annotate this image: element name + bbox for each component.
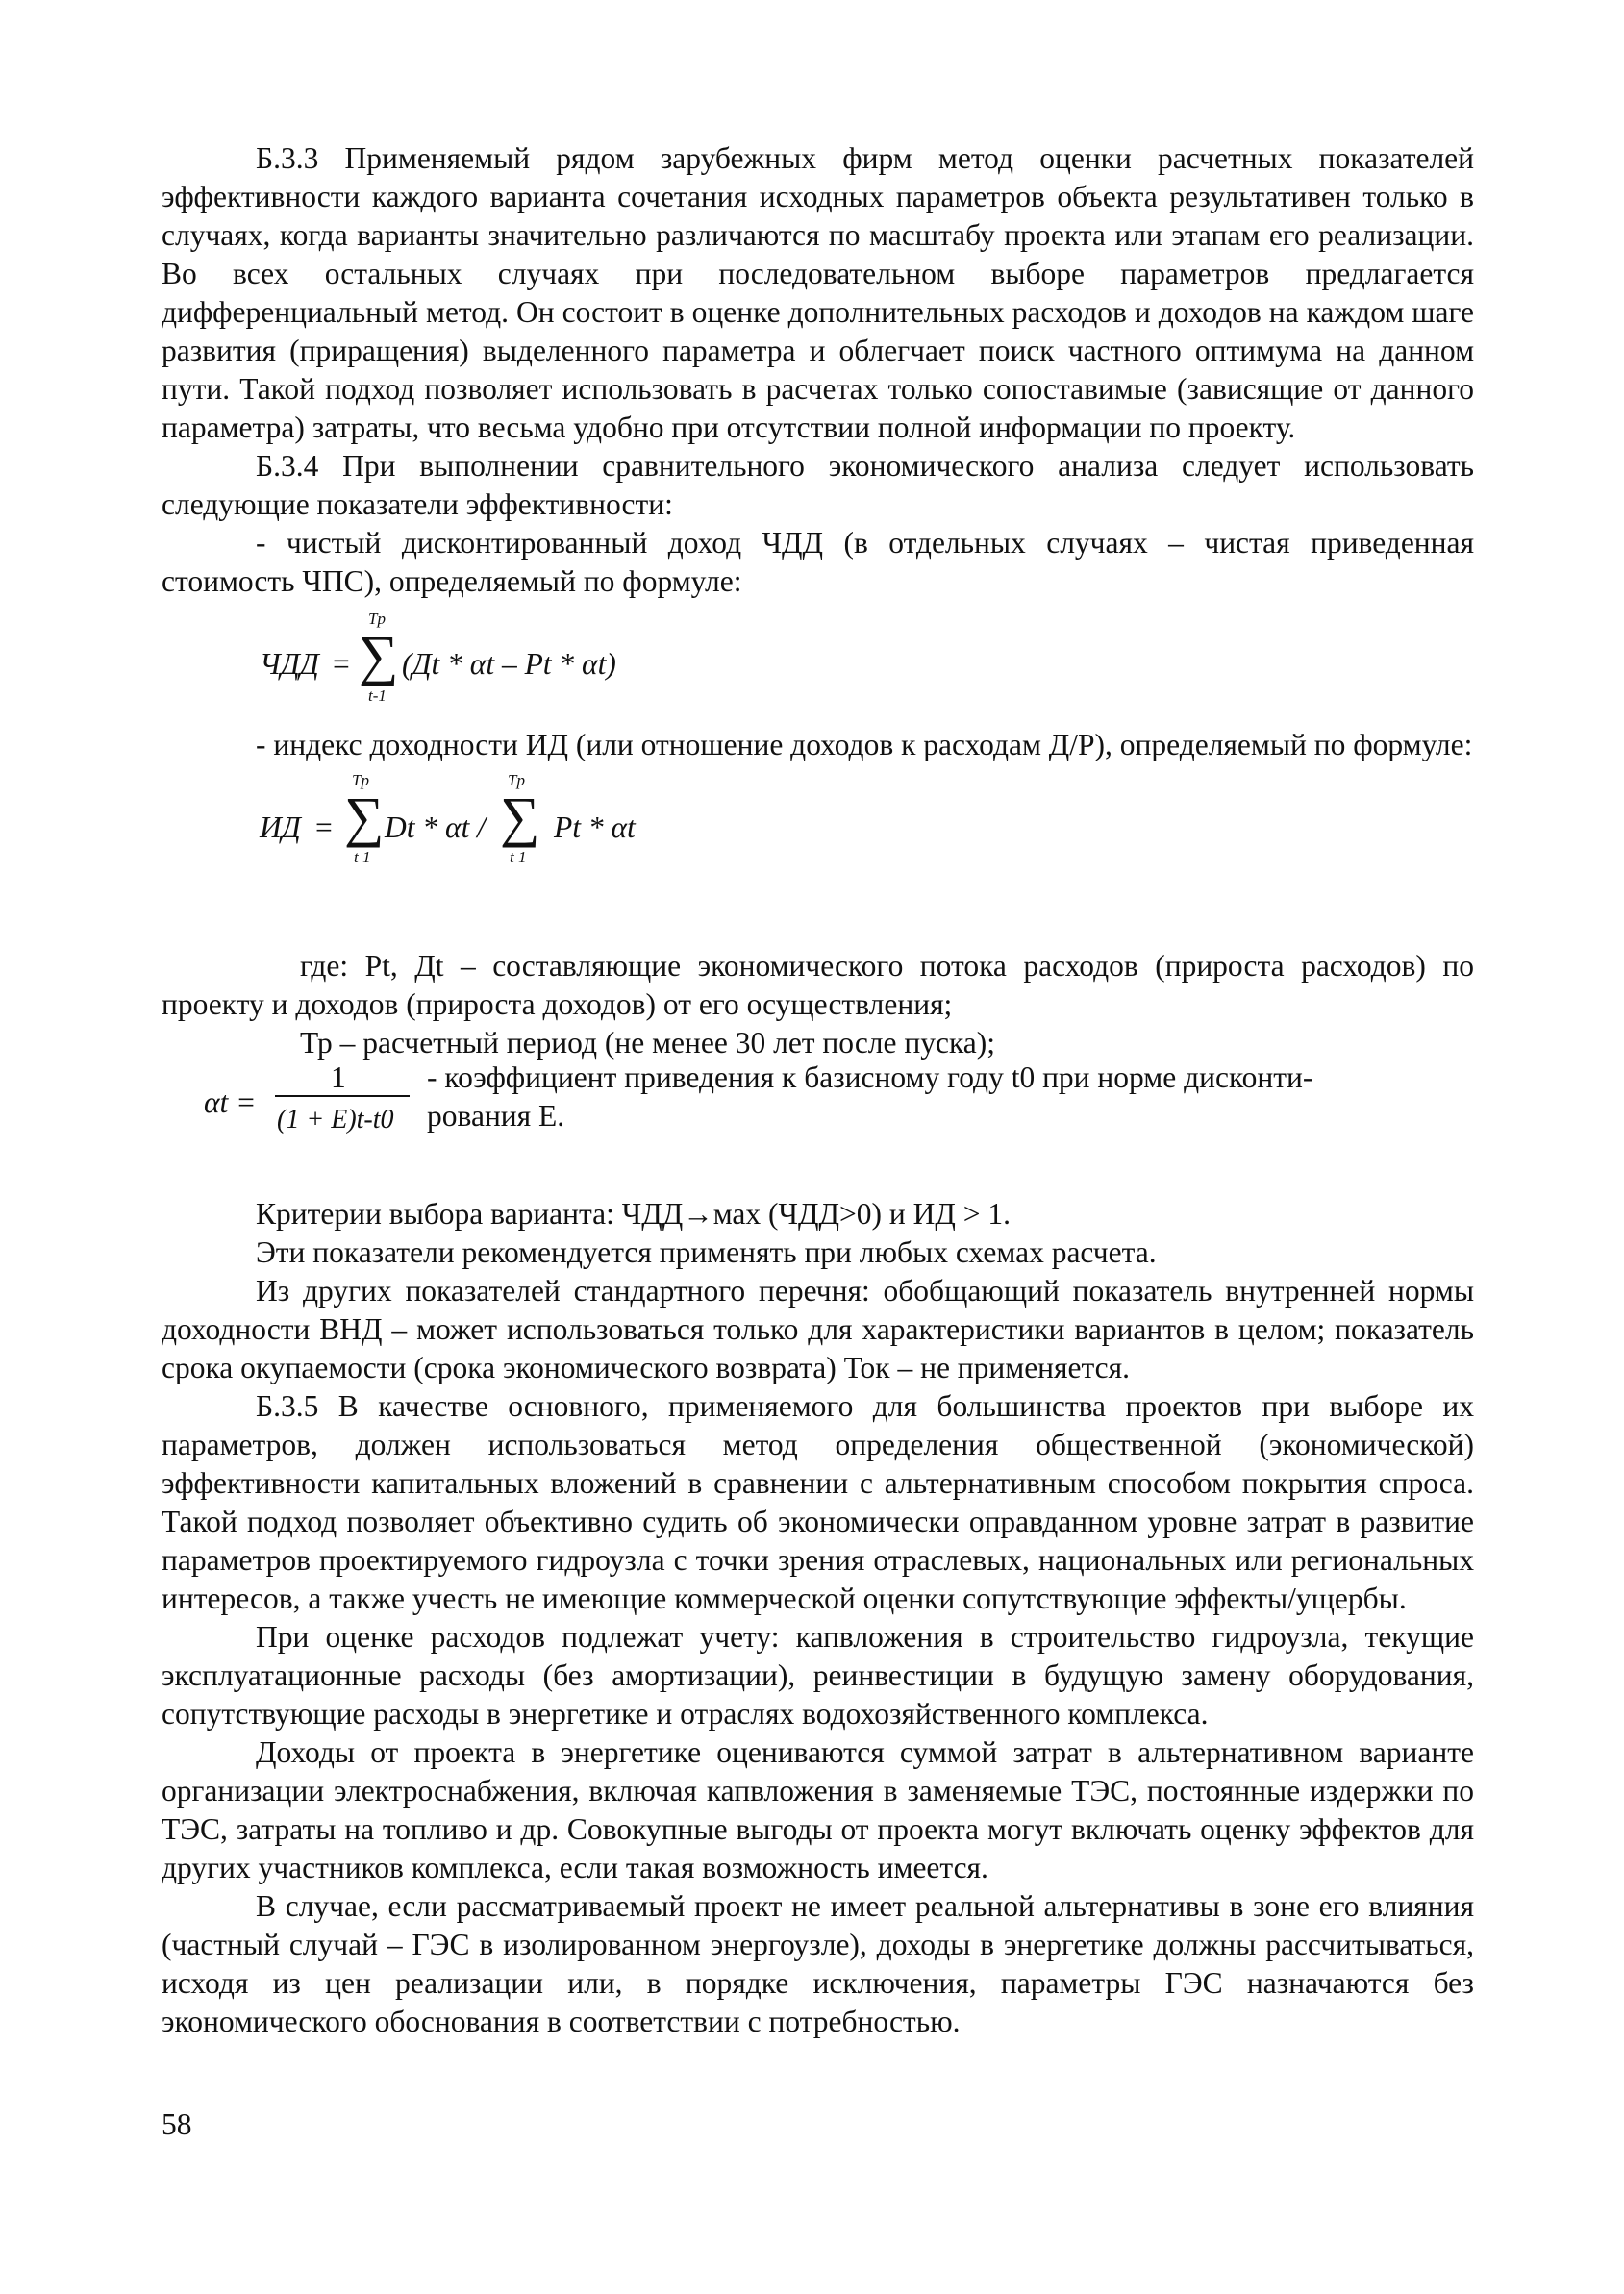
formula-chdd-sum-bottom: t-1 [368, 686, 387, 705]
sigma-icon: ∑ [500, 785, 540, 848]
paragraph-b35: Б.3.5 В качестве основного, применяемого для большинства проектов при выборе их параметров, должен использоваться метод определения общественной (экономической) эффективности капитальных вложений в сравнении с альтернативным способом покрытия спроса. Такой подход позволяет объективно судить об экономически оправданном уровне затрат в развитие параметров проектируемого гидроузла с точки зрения отраслевых, национальных или региональных интересов, а также учесть не имеющие коммерческой оценки сопутствующие эффекты/ущербы. [162, 1389, 1474, 1615]
fraction-bar [275, 1095, 410, 1097]
formula-id-eq: = [315, 810, 333, 844]
formula-id-sum1-top: Tp [352, 771, 369, 789]
paragraph-b34: Б.3.4 При выполнении сравнительного экономического анализа следует использовать следующие показатели эффективности: [162, 449, 1474, 521]
paragraph-b33: Б.3.3 Применяемый рядом зарубежных фирм метод оценки расчетных показателей эффективности каждого варианта сочетания исходных параметров объекта результативен только в случаях, когда варианты значительно различаются по масштабу проекта или этапам его реализации. Во всех остальных случаях при последовательном выборе параметров предлагается дифференциальный метод. Он состоит в оценке дополнительных расходов и доходов на каждом шаге развития (приращения) выделенного параметра и облегчает поиск частного оптимума на данном пути. Такой подход позволяет использовать в расчетах только сопоставимые (зависящие от данного параметра) затраты, что весьма удобно при отсутствии полной информации по проекту. [162, 141, 1474, 444]
paragraph-other-indicators: Из других показателей стандартного перечня: обобщающий показатель внутренней нормы доходности ВНД – может использоваться только для характеристики вариантов в целом; показатель срока окупаемости (срока экономического возврата) Ток – не применяется. [162, 1274, 1474, 1384]
formula-id-sum2-top: Tp [508, 771, 525, 789]
paragraph-id-intro: - индекс доходности ИД (или отношение доходов к расходам Д/Р), определяемый по формуле: [256, 728, 1473, 761]
paragraph-no-alternative: В случае, если рассматриваемый проект не имеет реальной альтернативы в зоне его влияния (частный случай – ГЭС в изолированном энергоузле), доходы в энергетике должны рассчитываться, исходя из цен реализации или, в порядке исключения, параметры ГЭС назначаются без экономического обоснования в соответствии с потребностью. [162, 1889, 1474, 2038]
formula-chdd [162, 601, 1474, 726]
paragraph-revenues: Доходы от проекта в энергетике оцениваются суммой затрат в альтернативном варианте организации электроснабжения, включая капвложения в заменяемые ТЭС, постоянные издержки по ТЭС, затраты на топливо и др. Совокупные выгоды от проекта могут включать оценку эффектов для других участников комплекса, если такая возможность имеется. [162, 1735, 1474, 1884]
formula-id-sum1-bottom: t 1 [354, 848, 371, 866]
formula-alpha-desc1: - коэффициент приведения к базисному году t0 при норме дисконти- [427, 1060, 1313, 1094]
formula-chdd-eq: = [333, 647, 350, 681]
page-number: 58 [162, 2107, 192, 2141]
where-pt-dt: где: Pt, Дt – составляющие экономического потока расходов (прироста расходов) по проекту и доходов (прироста доходов) от его осуществления; [162, 949, 1474, 1021]
formula-id-body2: Pt * αt [554, 810, 636, 844]
formula-alpha-numerator: 1 [331, 1060, 346, 1094]
formula-alpha [162, 1062, 1474, 1149]
formula-alpha-lhs: αt = [204, 1085, 257, 1119]
formula-alpha-denominator: (1 + E)t-t0 [277, 1105, 394, 1135]
formula-chdd-sum-top: Tp [368, 610, 386, 628]
document-page [162, 139, 1474, 2041]
paragraph-chdd-intro: - чистый дисконтированный доход ЧДД (в отдельных случаях – чистая приведенная стоимость ЧПС), определяемый по формуле: [162, 526, 1474, 598]
formula-chdd-body: (Дt * αt – Pt * αt) [402, 647, 616, 681]
formula-id-lhs: ИД [260, 810, 301, 844]
formula-id [162, 764, 1474, 909]
paragraph-recommendation: Эти показатели рекомендуется применять при любых схемах расчета. [256, 1235, 1157, 1269]
paragraph-costs: При оценке расходов подлежат учету: капвложения в строительство гидроузла, текущие эксплуатационные расходы (без амортизации), реинвестиции в будущую замену оборудования, сопутствующие расходы в энергетике и отраслях водохозяйственного комплекса. [162, 1620, 1474, 1731]
formula-id-body1: Dt * αt / [385, 810, 486, 844]
sigma-icon: ∑ [344, 785, 385, 848]
sigma-icon: ∑ [359, 624, 399, 686]
formula-alpha-desc2: рования Е. [427, 1099, 565, 1133]
formula-id-sum2-bottom: t 1 [510, 848, 527, 866]
paragraph-criteria: Критерии выбора варианта: ЧДД→мах (ЧДД>0) и ИД > 1. [256, 1197, 1011, 1231]
formula-chdd-lhs: ЧДД [260, 647, 319, 681]
where-tp: Тр – расчетный период (не менее 30 лет после пуска); [300, 1026, 996, 1060]
